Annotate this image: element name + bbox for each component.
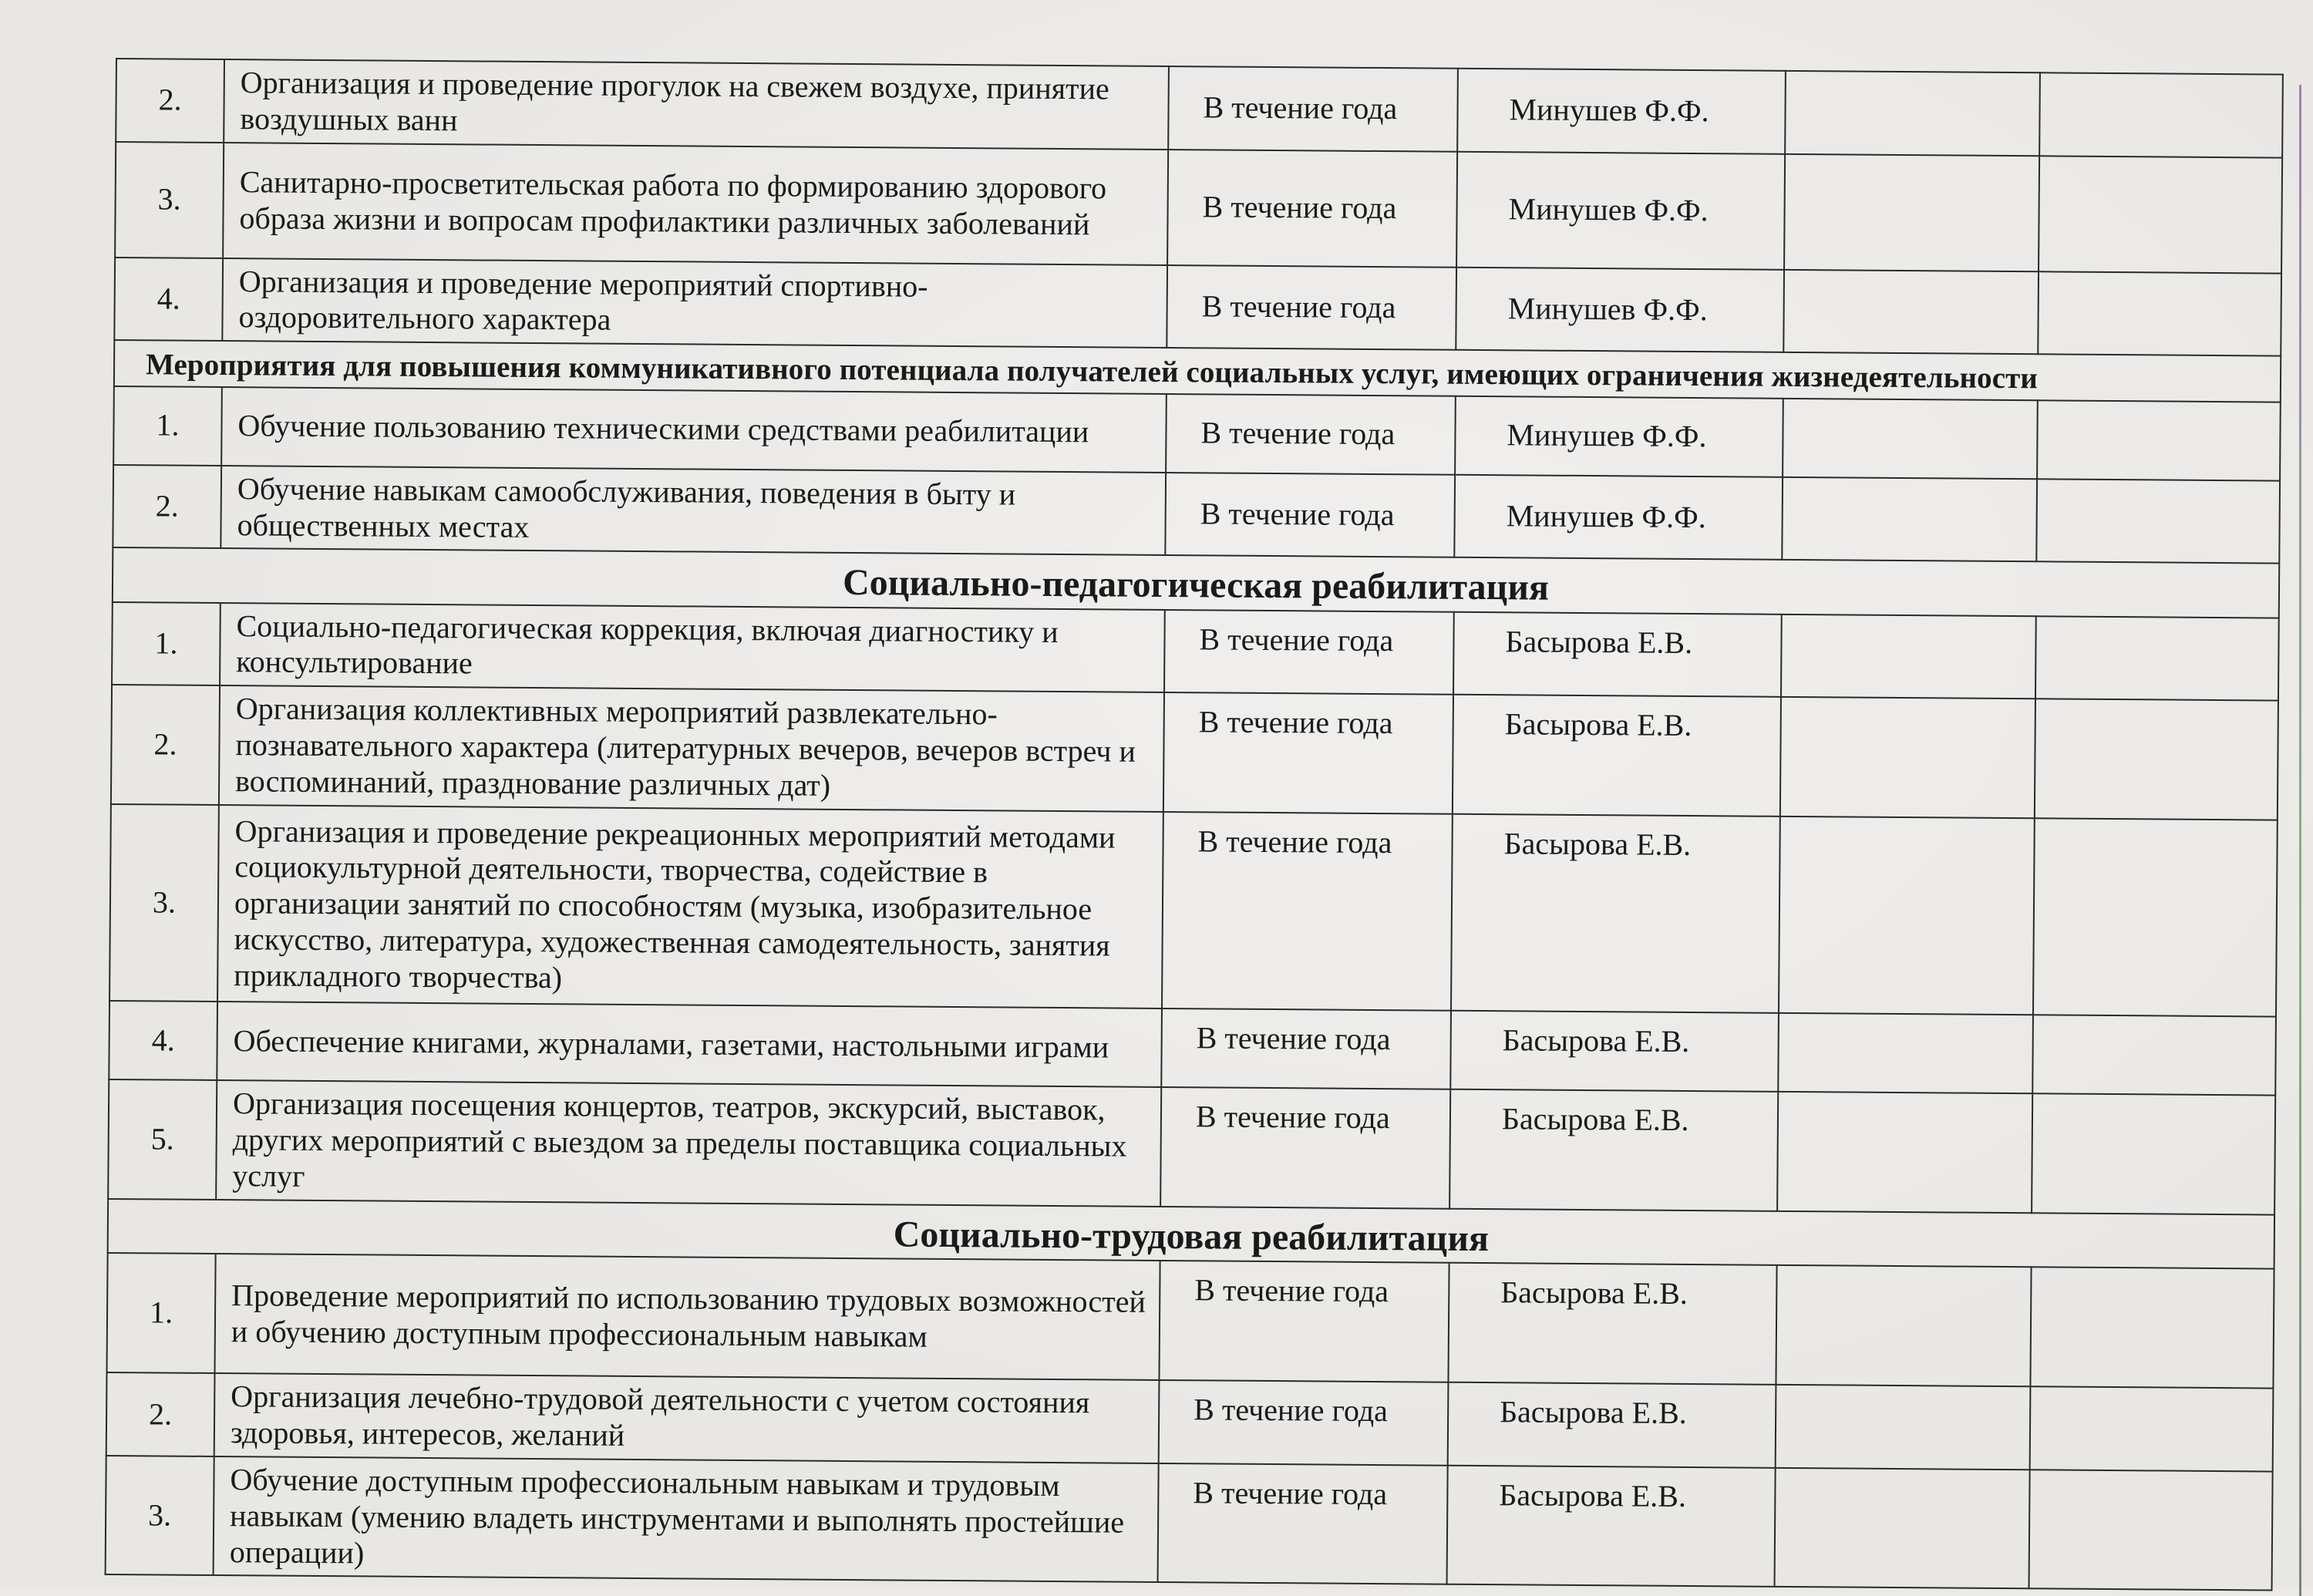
responsible-person: Басырова Е.В. xyxy=(1447,1466,1776,1588)
activity-description: Социально-педагогическая коррекция, включая диагностику и консультирование xyxy=(220,603,1165,693)
row-number: 5. xyxy=(108,1079,217,1200)
empty-cell xyxy=(1776,1265,2031,1386)
section-title: Социально-трудовая реабилитация xyxy=(108,1199,2274,1269)
responsible-person: Басырова Е.В. xyxy=(1451,814,1780,1013)
empty-cell xyxy=(2035,699,2278,820)
empty-cell xyxy=(2032,1093,2275,1214)
empty-cell xyxy=(1783,269,2039,354)
empty-cell xyxy=(2035,616,2279,701)
activity-description: Организация коллективных мероприятий развлекательно-познавательного характера (литературных вечеров, вечеров встреч и воспоминаний, празднование различных дат) xyxy=(219,685,1164,812)
activity-term: В течение года xyxy=(1167,265,1456,350)
activity-term: В течение года xyxy=(1163,692,1453,814)
activity-description: Санитарно-просветительская работа по формированию здорового образа жизни и вопросам профилактики различных заболеваний xyxy=(223,143,1168,265)
empty-cell xyxy=(1776,1385,2031,1470)
section-title: Мероприятия для повышения коммуникативного потенциала получателей социальных услуг, имеющих ограничения жизнедеятельности xyxy=(114,340,2281,402)
table-row xyxy=(109,804,2278,1017)
empty-cell xyxy=(1784,153,2039,271)
row-number: 1. xyxy=(113,386,222,466)
empty-cell xyxy=(2033,818,2278,1016)
table-row xyxy=(112,602,2279,701)
empty-cell xyxy=(1783,399,2038,479)
activity-term: В течение года xyxy=(1159,1380,1449,1465)
activity-description: Организация лечебно-трудовой деятельности с учетом состояния здоровья, интересов, желаний xyxy=(214,1373,1160,1463)
responsible-person: Басырова Е.В. xyxy=(1453,611,1782,697)
empty-cell xyxy=(1777,1092,2032,1213)
responsible-person: Минушев Ф.Ф. xyxy=(1456,267,1784,352)
activity-term: В течение года xyxy=(1165,473,1455,557)
row-number: 1. xyxy=(106,1253,215,1373)
activity-term: В течение года xyxy=(1164,610,1454,695)
empty-cell xyxy=(1785,71,2040,156)
row-number: 4. xyxy=(114,258,223,342)
activity-term: В течение года xyxy=(1160,1087,1450,1209)
empty-cell xyxy=(2036,479,2280,564)
table-row xyxy=(108,1079,2275,1215)
responsible-person: Минушев Ф.Ф. xyxy=(1456,151,1785,269)
activity-term: В течение года xyxy=(1158,1463,1448,1584)
table-row xyxy=(111,685,2278,820)
table-row xyxy=(106,1372,2274,1471)
empty-cell xyxy=(2039,72,2283,157)
activity-term: В течение года xyxy=(1162,812,1453,1011)
activity-description: Обеспечение книгами, журналами, газетами, настольными играми xyxy=(217,1002,1162,1087)
empty-cell xyxy=(1782,477,2037,562)
activity-description: Обучение пользованию техническими средствами реабилитации xyxy=(221,387,1167,473)
empty-cell xyxy=(2029,1470,2273,1591)
row-number: 3. xyxy=(109,804,219,1002)
empty-cell xyxy=(2039,156,2282,273)
responsible-person: Басырова Е.В. xyxy=(1448,1382,1776,1468)
activity-term: В течение года xyxy=(1168,66,1458,151)
responsible-person: Басырова Е.В. xyxy=(1449,1089,1778,1211)
table-row xyxy=(115,142,2282,274)
section-title: Социально-педагогическая реабилитация xyxy=(113,547,2279,618)
responsible-person: Минушев Ф.Ф. xyxy=(1454,475,1783,561)
row-number: 1. xyxy=(112,602,221,686)
responsible-person: Басырова Е.В. xyxy=(1450,1011,1779,1092)
responsible-person: Минушев Ф.Ф. xyxy=(1455,396,1783,477)
activity-term: В течение года xyxy=(1166,394,1456,475)
empty-cell xyxy=(1779,817,2035,1015)
responsible-person: Басырова Е.В. xyxy=(1448,1263,1776,1385)
activity-term: В течение года xyxy=(1159,1261,1449,1382)
activity-description: Организация и проведение мероприятий спортивно-оздоровительного характера xyxy=(222,258,1167,348)
empty-cell xyxy=(2030,1387,2274,1472)
activity-description: Организация и проведение прогулок на свежем воздухе, принятие воздушных ванн xyxy=(224,59,1169,150)
row-number: 3. xyxy=(106,1456,214,1575)
empty-cell xyxy=(2030,1268,2274,1389)
table-row xyxy=(106,1456,2273,1591)
empty-cell xyxy=(2032,1015,2276,1095)
table-row xyxy=(113,465,2280,564)
activity-description: Проведение мероприятий по использованию трудовых возможностей и обучению доступным профессиональным навыкам xyxy=(214,1254,1160,1380)
empty-cell xyxy=(1780,697,2035,818)
table-row xyxy=(116,59,2283,157)
table-row xyxy=(106,1253,2274,1389)
empty-cell xyxy=(2037,400,2281,480)
row-number: 2. xyxy=(111,685,220,805)
table-row xyxy=(114,258,2281,356)
empty-cell xyxy=(1778,1013,2033,1093)
activity-description: Организация посещения концертов, театров, экскурсий, выставок, других мероприятий с выездом за пределы поставщика социальных услуг xyxy=(216,1080,1161,1207)
activity-description: Организация и проведение рекреационных мероприятий методами социокультурной деятельности, творчества, содействие в организации занятий по способностям (музыка, изобразительное искусство, литература, художественная самодеятельность, занятия прикладного творчества) xyxy=(217,805,1163,1008)
activity-description: Обучение доступным профессиональным навыкам и трудовым навыкам (умению владеть инструментами и выполнять простейшие операции) xyxy=(214,1456,1159,1582)
row-number: 2. xyxy=(106,1372,215,1456)
activity-term: В течение года xyxy=(1167,150,1457,268)
plan-table xyxy=(105,58,2284,1591)
row-number: 2. xyxy=(113,465,221,549)
row-number: 2. xyxy=(116,59,224,143)
empty-cell xyxy=(1775,1468,2030,1589)
responsible-person: Басырова Е.В. xyxy=(1453,695,1781,817)
row-number: 4. xyxy=(109,1001,217,1080)
responsible-person: Минушев Ф.Ф. xyxy=(1457,69,1786,154)
empty-cell xyxy=(2038,271,2281,356)
activity-description: Обучение навыкам самообслуживания, поведения в быту и общественных местах xyxy=(221,466,1166,556)
row-number: 3. xyxy=(115,142,224,258)
empty-cell xyxy=(1781,614,2036,699)
activity-term: В течение года xyxy=(1161,1008,1451,1089)
scan-edge-mark xyxy=(2299,85,2301,1596)
